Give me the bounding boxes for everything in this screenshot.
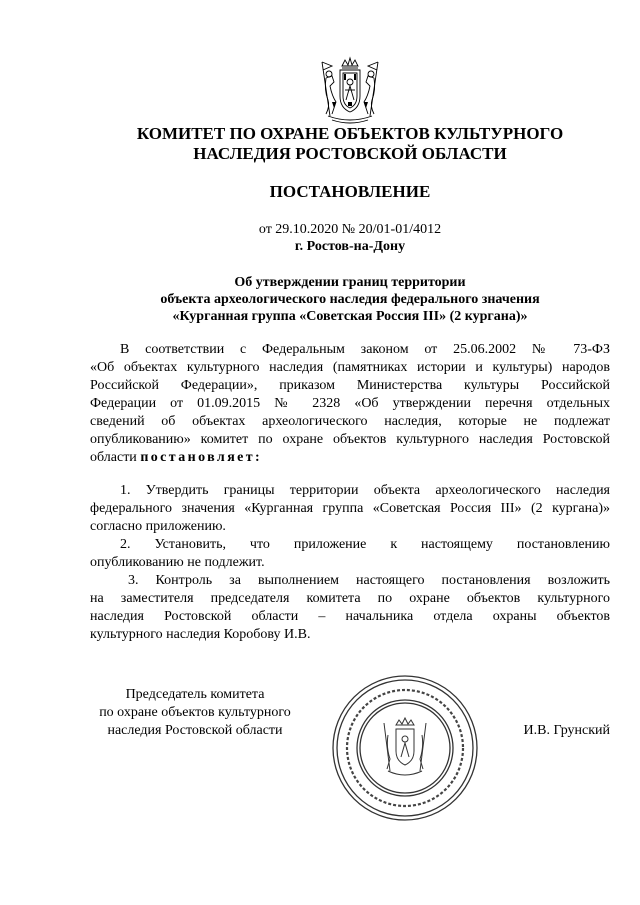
signatory-name: И.В. Грунский — [523, 723, 610, 738]
preamble-line: сведений об объектах археологического наследия, которые не подлежат — [90, 414, 610, 429]
item-line: согласно приложению. — [90, 519, 226, 534]
item-line: опубликованию не подлежит. — [90, 555, 265, 570]
document-type: ПОСТАНОВЛЕНИЕ — [269, 182, 431, 201]
organization-name-line2: НАСЛЕДИЯ РОСТОВСКОЙ ОБЛАСТИ — [193, 144, 507, 163]
coat-of-arms-icon — [318, 56, 382, 126]
item-line: 1. Утвердить границы территории объекта археологического наследия — [120, 483, 610, 498]
decree-item-2 — [90, 536, 610, 572]
preamble-line: Российской Федерации», приказом Министерства культуры Российской — [90, 378, 610, 393]
item-line: 2. Установить, что приложение к настоящему постановлению — [120, 537, 610, 552]
preamble-line: В соответствии с Федеральным законом от 25.06.2002 № 73-ФЗ — [120, 342, 610, 357]
subject-line3: «Курганная группа «Советская Россия III» (2 кургана)» — [172, 309, 528, 324]
preamble-last-line-text: области — [90, 450, 141, 465]
preamble-last-line — [90, 449, 610, 467]
preamble-paragraph — [90, 341, 610, 467]
document-subject — [90, 274, 610, 325]
subject-line1: Об утверждении границ территории — [234, 275, 466, 290]
decree-word: постановляет: — [140, 450, 263, 465]
decree-item-3 — [90, 572, 610, 644]
item-line: на заместителя председателя комитета по охране объектов культурного — [90, 591, 610, 606]
signatory-title-line1: Председатель комитета — [125, 687, 265, 702]
item-line: федерального значения «Курганная группа «Советская Россия III» (2 кургана)» — [90, 501, 610, 516]
item-line: 3. Контроль за выполнением настоящего постановления возложить — [128, 573, 610, 588]
document-date-number: от 29.10.2020 № 20/01-01/4012 — [258, 222, 442, 237]
decree-item-1 — [90, 482, 610, 536]
item-line: наследия Ростовской области – начальника отдела охраны объектов — [90, 609, 610, 624]
decree-items — [90, 482, 610, 644]
official-seal-icon — [330, 673, 480, 823]
item-line: культурного наследия Коробову И.В. — [90, 627, 311, 642]
organization-name-line1: КОМИТЕТ ПО ОХРАНЕ ОБЪЕКТОВ КУЛЬТУРНОГО — [136, 124, 564, 143]
subject-line2: объекта археологического наследия федерального значения — [160, 292, 540, 307]
signatory-title-line2: по охране объектов культурного — [99, 705, 291, 720]
preamble-line: опубликованию» комитет по охране объектов культурного наследия Ростовской — [90, 432, 610, 447]
document-city: г. Ростов-на-Дону — [294, 239, 406, 254]
signatory-title — [90, 686, 300, 740]
preamble-line: Федерации от 01.09.2015 № 2328 «Об утверждении перечня отдельных — [90, 396, 610, 411]
signatory-title-line3: наследия Ростовской области — [107, 723, 283, 738]
preamble-line: «Об объектах культурного наследия (памятниках истории и культуры) народов — [90, 360, 610, 375]
organization-name — [90, 124, 610, 164]
